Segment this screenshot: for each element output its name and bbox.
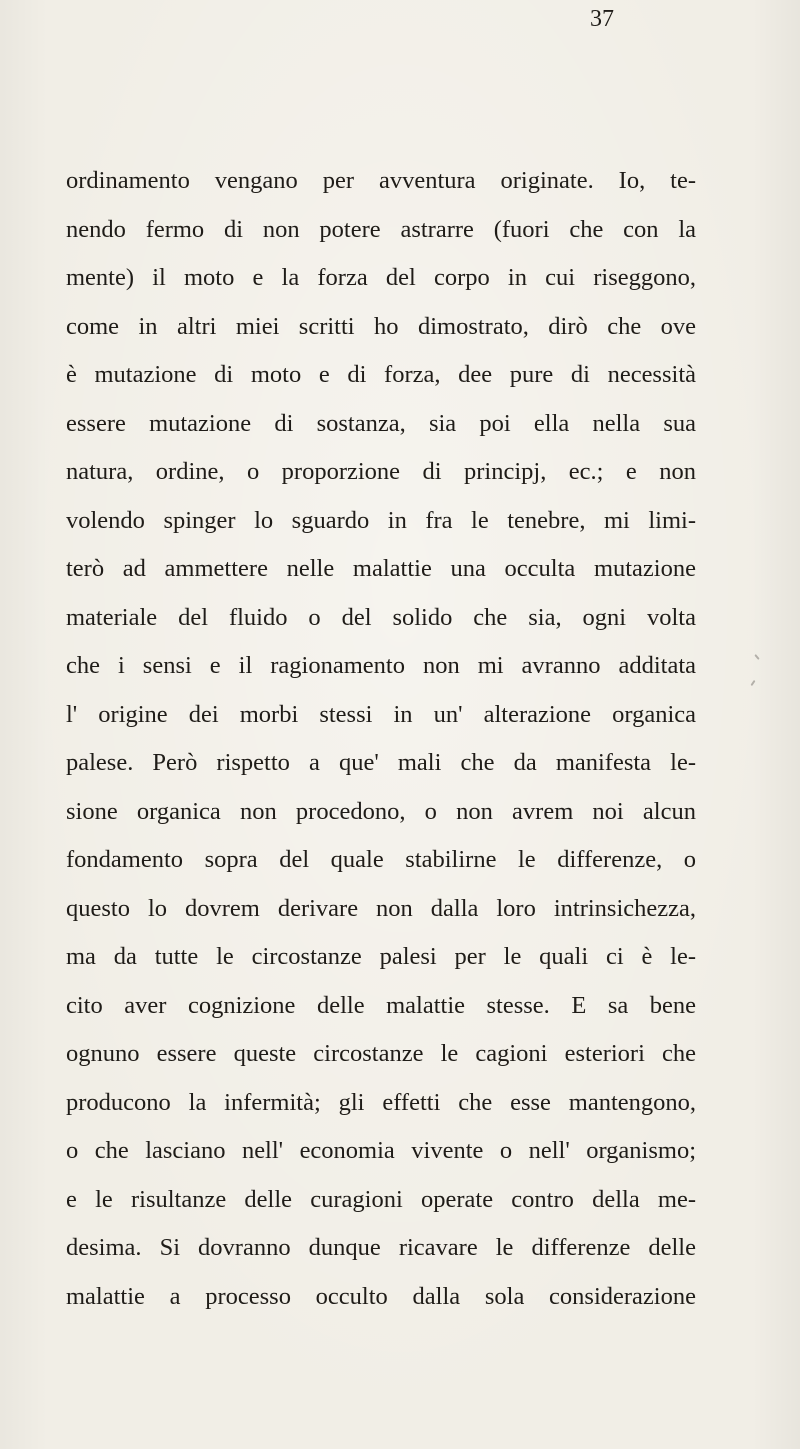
text-line: che i sensi e il ragionamento non mi avranno additata — [66, 652, 696, 679]
text-line: questo lo dovrem derivare non dalla loro intrinsichezza, — [66, 894, 696, 922]
text-line: fondamento sopra del quale stabilirne le differenze, o — [66, 846, 696, 873]
page-number: 37 — [590, 6, 614, 32]
text-line: e le risultanze delle curagioni operate contro della me- — [66, 1185, 696, 1213]
text-line: è mutazione di moto e di forza, dee pure di necessità — [66, 361, 696, 388]
text-line: desima. Si dovranno dunque ricavare le differenze delle — [66, 1234, 696, 1261]
text-line: palese. Però rispetto a que' mali che da manifesta le- — [66, 749, 696, 776]
paper-speck — [750, 680, 755, 686]
text-line: producono la infermità; gli effetti che esse mantengono, — [66, 1088, 696, 1116]
text-line: malattie a processo occulto dalla sola considerazione — [66, 1282, 696, 1310]
text-line: essere mutazione di sostanza, sia poi ella nella sua — [66, 409, 696, 437]
text-line: ordinamento vengano per avventura originate. Io, te- — [66, 167, 696, 194]
text-line: come in altri miei scritti ho dimostrato, dirò che ove — [66, 312, 696, 340]
text-line: ma da tutte le circostanze palesi per le quali ci è le- — [66, 943, 696, 970]
text-line: natura, ordine, o proporzione di principj, ec.; e non — [66, 458, 696, 485]
text-line: ognuno essere queste circostanze le cagioni esteriori che — [66, 1040, 696, 1067]
text-line: terò ad ammettere nelle malattie una occulta mutazione — [66, 555, 696, 582]
paper-speck — [754, 654, 759, 660]
text-line: nendo fermo di non potere astrarre (fuori che con la — [66, 215, 696, 243]
text-line: volendo spinger lo sguardo in fra le tenebre, mi limi- — [66, 506, 696, 534]
text-line: mente) il moto e la forza del corpo in cui riseggono, — [66, 264, 696, 291]
text-line: sione organica non procedono, o non avrem noi alcun — [66, 797, 696, 825]
text-line: o che lasciano nell' economia vivente o nell' organismo; — [66, 1137, 696, 1164]
text-line: materiale del fluido o del solido che sia, ogni volta — [66, 603, 696, 631]
text-line: l' origine dei morbi stessi in un' alterazione organica — [66, 700, 696, 728]
text-line: cito aver cognizione delle malattie stesse. E sa bene — [66, 991, 696, 1019]
body-text — [66, 157, 696, 1321]
